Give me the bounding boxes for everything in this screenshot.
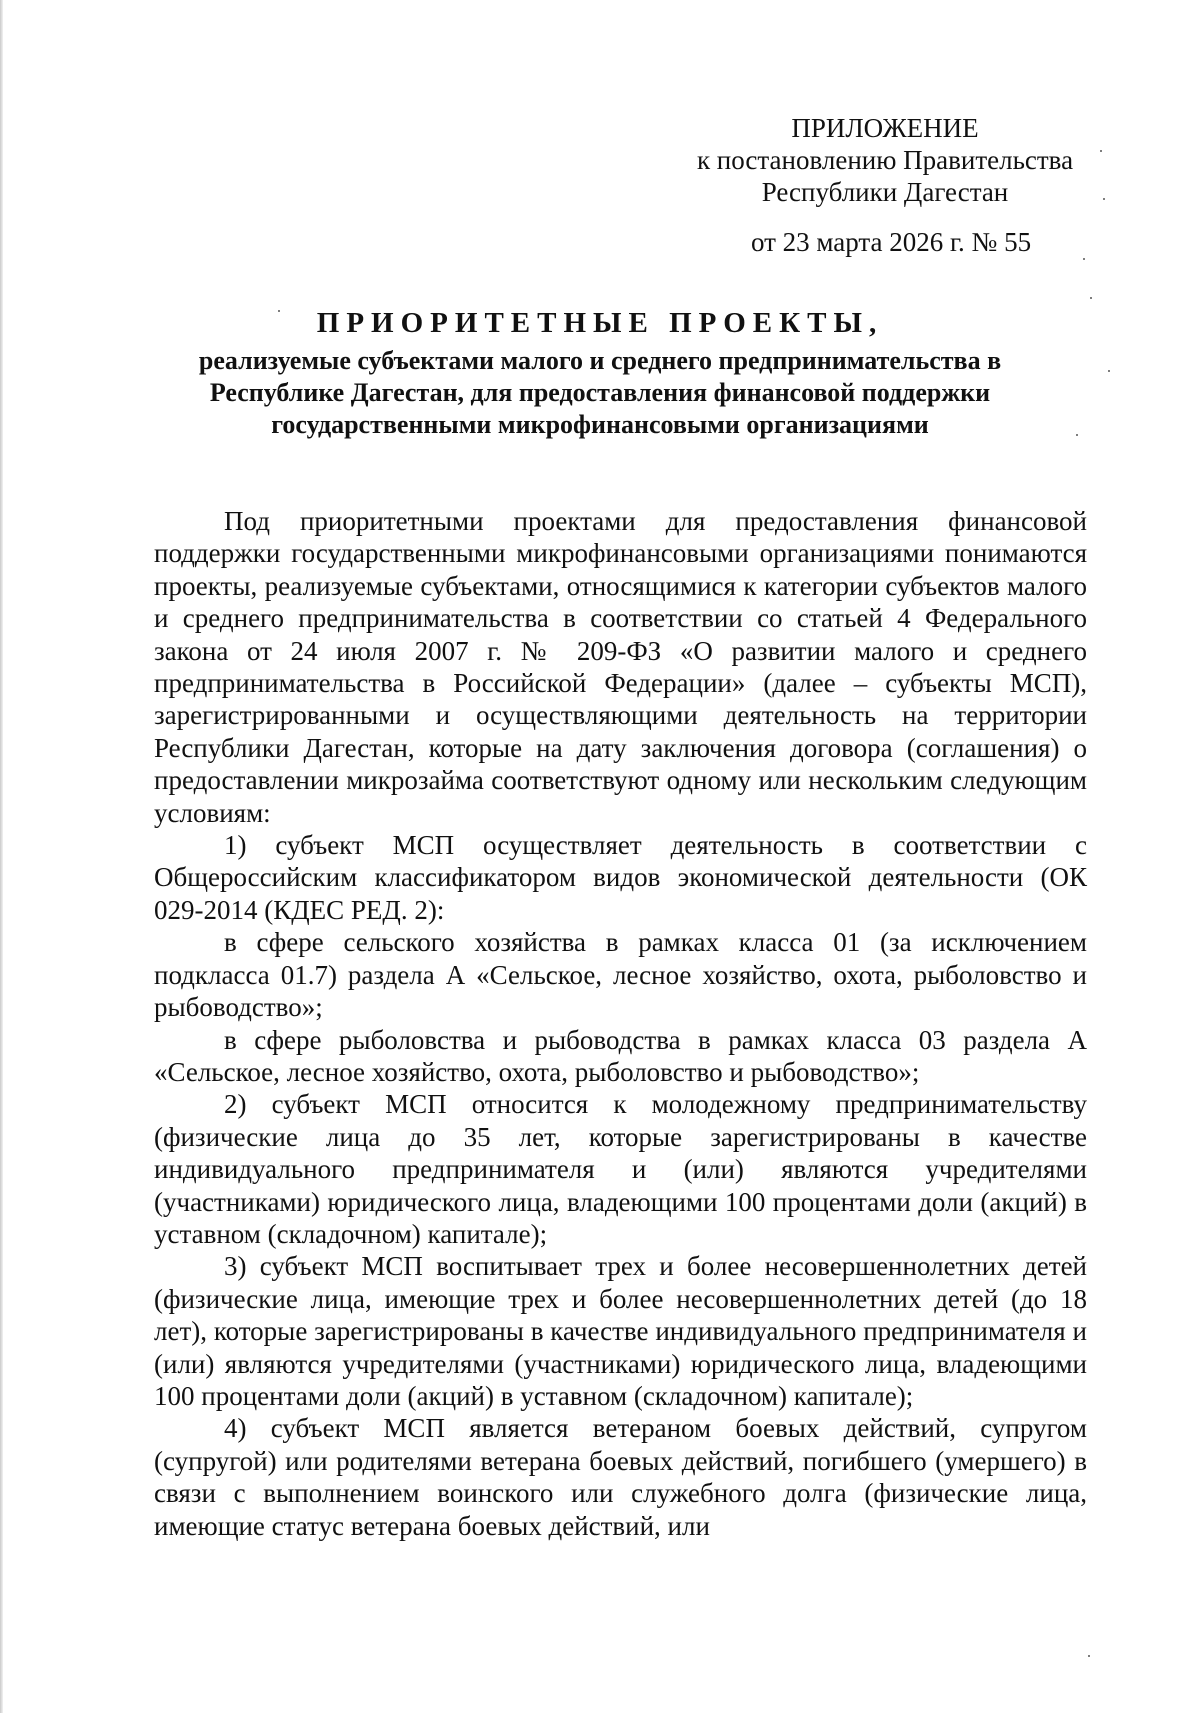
scan-speck — [1076, 434, 1078, 436]
paragraph-item-2: 2) субъект МСП относится к молодежному предпринимательству (физические лица до 35 лет, которые зарегистрированы в качестве индивидуального предпринимателя и (или) являются учредителями (участниками) юридического лица, владеющими 100 процентами доли (акций) в уставном (складочном) капитале); — [154, 1089, 1087, 1249]
scan-speck — [278, 310, 280, 312]
scan-speck — [1100, 150, 1102, 152]
paragraph-item-4: 4) субъект МСП является ветераном боевых действий, супругом (супругой) или родителями ветерана боевых действий, погибшего (умершего) в связи с выполнением воинского или служебного долга (физические лица, имеющие статус ветерана боевых действий, или — [154, 1413, 1087, 1541]
scan-speck — [1090, 297, 1092, 299]
paragraph-item-1-fishing: в сфере рыболовства и рыбоводства в рамках класса 03 раздела А «Сельское, лесное хозяйство, охота, рыболовство и рыбоводство»; — [154, 1024, 1087, 1087]
heading-sub-line-2: Республике Дагестан, для предоставления финансовой поддержки — [209, 378, 991, 407]
paragraph-item-1: 1) субъект МСП осуществляет деятельность в соответствии с Общероссийским классификатором видов экономической деятельности (ОК 029-2014 (КДЕС РЕД. 2): — [154, 830, 1087, 925]
scan-speck — [1108, 370, 1110, 372]
heading-main: ПРИОРИТЕТНЫЕ ПРОЕКТЫ, — [316, 307, 884, 339]
scan-speck — [1088, 1655, 1090, 1657]
annex-line-2: Республики Дагестан — [761, 177, 1009, 207]
scan-edge-shadow — [0, 0, 3, 1713]
paragraph-item-1-agriculture: в сфере сельского хозяйства в рамках класса 01 (за исключением подкласса 01.7) раздела А «Сельское, лесное хозяйство, охота, рыболовство и рыбоводство»; — [154, 927, 1087, 1023]
heading-sub-line-3: государственными микрофинансовыми организациями — [271, 410, 929, 439]
annex-block — [650, 112, 1120, 258]
document-heading — [150, 305, 1050, 441]
annex-title: ПРИЛОЖЕНИЕ — [791, 113, 979, 143]
paragraph-intro: Под приоритетными проектами для предоставления финансовой поддержки государственными микрофинансовыми организациями понимаются проекты, реализуемые субъектами, относящимися к категории субъектов малого и среднего предпринимательства в соответствии со статьей 4 Федерального закона от 24 июля 2007 г. № 209-ФЗ «О развитии малого и среднего предпринимательства в Российской Федерации» (далее – субъекты МСП), зарегистрированными и осуществляющими деятельность на территории Республики Дагестан, которые на дату заключения договора (соглашения) о предоставлении микрозайма соответствуют одному или нескольким следующим условиям: — [154, 506, 1087, 828]
document-body — [154, 505, 1087, 1542]
paragraph-item-3: 3) субъект МСП воспитывает трех и более несовершеннолетних детей (физические лица, имеющие трех и более несовершеннолетних детей (до 18 лет), которые зарегистрированы в качестве индивидуального предпринимателя и (или) являются учредителями (участниками) юридического лица, владеющими 100 процентами доли (акций) в уставном (складочном) капитале); — [154, 1251, 1087, 1411]
annex-line-1: к постановлению Правительства — [696, 145, 1074, 175]
heading-sub-line-1: реализуемые субъектами малого и среднего предпринимательства в — [198, 346, 1002, 375]
scan-speck — [1083, 258, 1085, 260]
scan-speck — [1103, 198, 1105, 200]
annex-date: от 23 марта 2026 г. № 55 — [750, 227, 1032, 257]
